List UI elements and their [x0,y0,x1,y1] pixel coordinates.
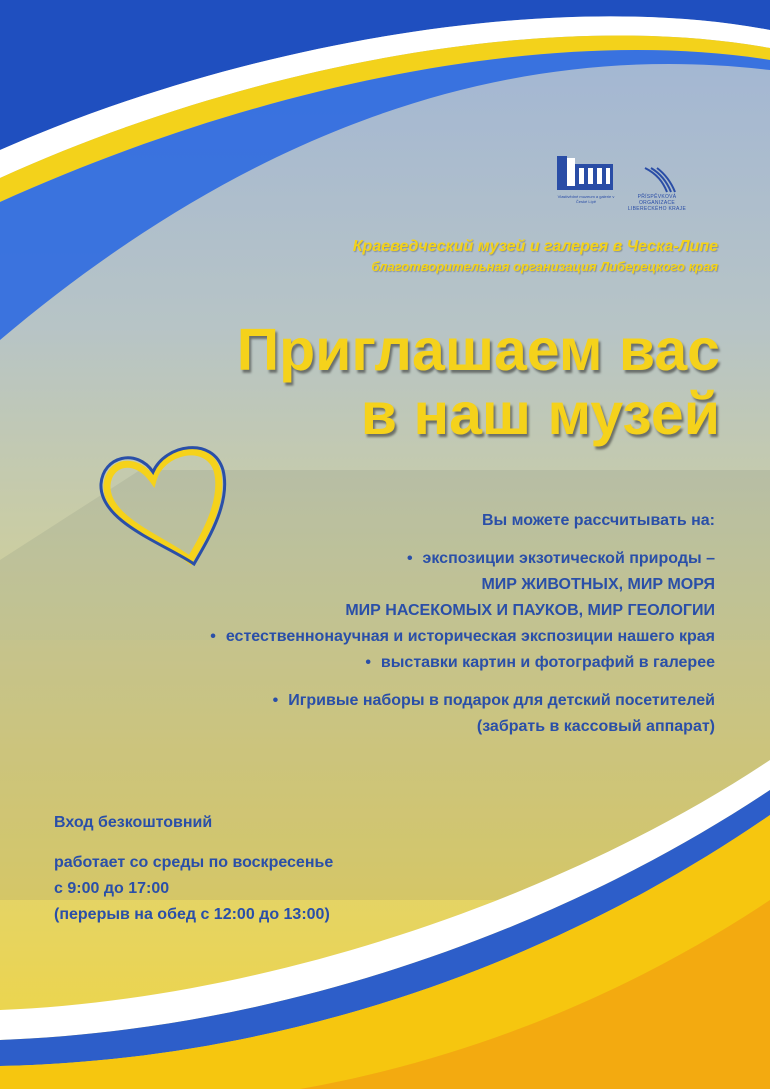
offer-item [75,546,715,624]
entry-text: Вход безкоштовний [54,814,213,831]
offer-item [75,650,715,676]
offer-item [75,624,715,650]
offer-line: МИР ЖИВОТНЫХ, МИР МОРЯ [481,576,715,593]
headline-line-1: Приглашаем вас [236,317,720,383]
hours-time: с 9:00 до 17:00 [54,880,170,897]
bullet: • [406,550,413,567]
offers-intro: Вы можете рассчитывать на: [481,512,715,529]
museum-logo-text: Vlastivědné muzeum a galerie v České Lípě [557,194,615,204]
organization [353,236,718,276]
spacer [75,676,715,688]
museum-logo-icon [555,150,617,214]
logos [555,150,725,220]
offer-line: экспозиции экзотической природы – [422,550,715,567]
offer-line: (забрать в кассовый аппарат) [476,718,715,735]
offer-line: МИР НАСЕКОМЫХ И ПАУКОВ, МИР ГЕОЛОГИИ [345,602,715,619]
organization-subtitle: благотворительная организация Либерецкого края [371,259,718,274]
offer-line: Игривые наборы в подарок для детский посетителей [288,692,715,709]
hours-days: работает со среды по воскресенье [54,854,334,871]
lunch-break: (перерыв на обед с 12:00 до 13:00) [54,906,330,923]
region-logo-text: PŘÍSPĚVKOVÁ ORGANIZACE LIBERECKÉHO KRAJE [627,194,687,212]
offer-item [75,688,715,740]
offers [75,508,715,740]
region-logo [623,164,691,216]
visitor-info [54,810,333,928]
bullet: • [210,628,216,645]
offer-line: естественнонаучная и историческая экспозиции нашего края [225,628,715,645]
headline [237,318,720,446]
offer-line: выставки картин и фотографий в галерее [380,654,715,671]
headline-line-2: в наш музей [360,381,720,447]
organization-name: Краеведческий музей и галерея в Ческа-Липе [352,238,718,255]
bullet: • [365,654,371,671]
bullet: • [272,692,279,709]
region-logo-icon [623,164,691,194]
